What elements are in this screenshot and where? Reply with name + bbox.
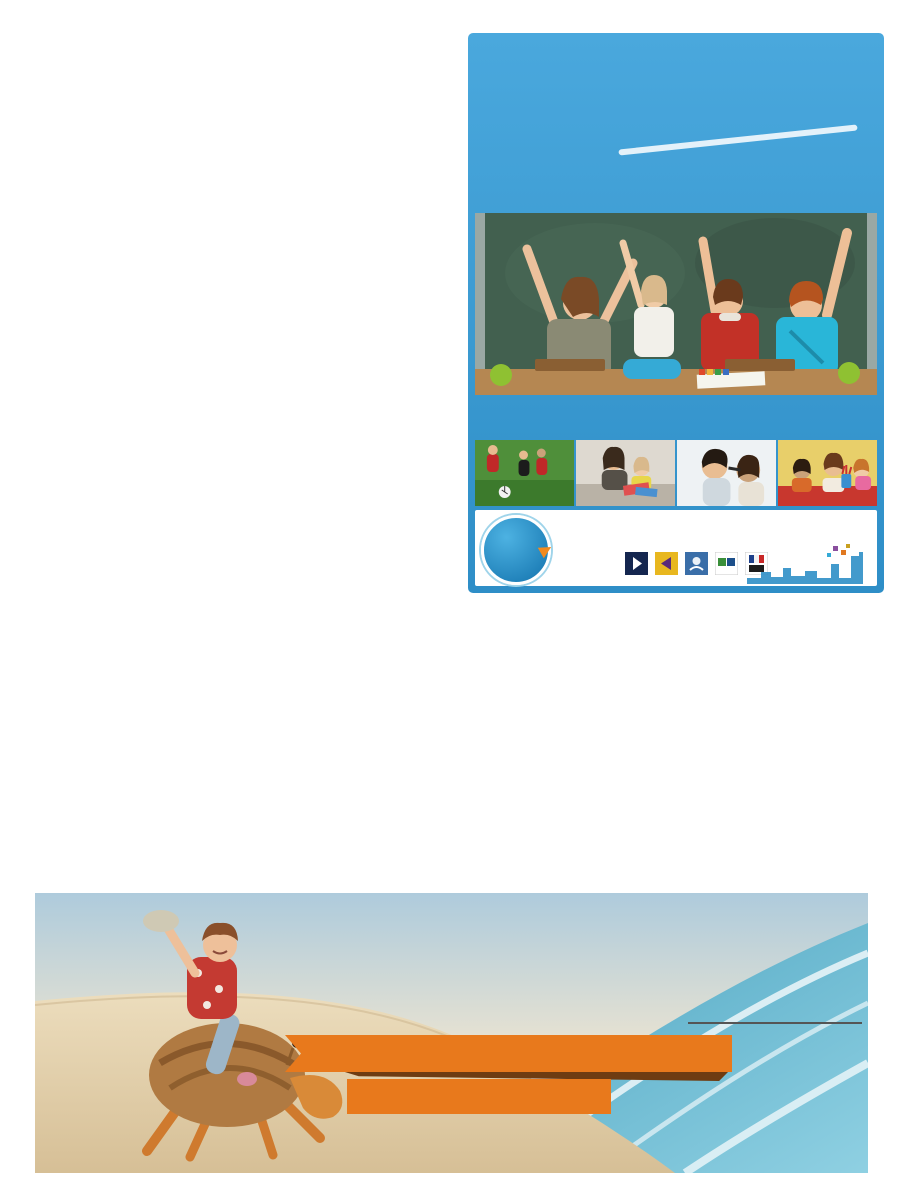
photo-soccer — [475, 440, 574, 506]
partner-logo-calvados — [715, 552, 738, 575]
beach-photo — [35, 893, 868, 1173]
ad-cite-de-la-mer — [35, 893, 868, 1173]
photo-reading — [576, 440, 675, 506]
cite-de-la-mer-logo — [680, 1017, 868, 1028]
partner-logo-navy — [625, 552, 648, 575]
logo-rule — [688, 1022, 862, 1024]
ad-footer — [475, 510, 877, 586]
arrow-icon — [538, 542, 554, 558]
activity-photo-strip — [475, 440, 877, 506]
ad-subtext-line1 — [468, 164, 883, 189]
partner-logo-ccas — [655, 552, 678, 575]
photo-drawing — [778, 440, 877, 506]
ribbon-habitants — [285, 1035, 732, 1072]
brush-stroke — [618, 124, 857, 155]
ad-herouville — [468, 33, 884, 593]
partner-logo-caf — [685, 552, 708, 575]
city-skyline-graphic — [747, 544, 875, 584]
photo-doctor — [677, 440, 776, 506]
ad-headline-line2 — [469, 65, 883, 101]
ad-subtext-line2 — [468, 181, 883, 206]
classroom-photo — [475, 213, 877, 395]
ad-headline-line1 — [469, 33, 877, 53]
ribbon-biologistes — [347, 1079, 611, 1114]
reussite-educative-logo — [481, 515, 551, 585]
